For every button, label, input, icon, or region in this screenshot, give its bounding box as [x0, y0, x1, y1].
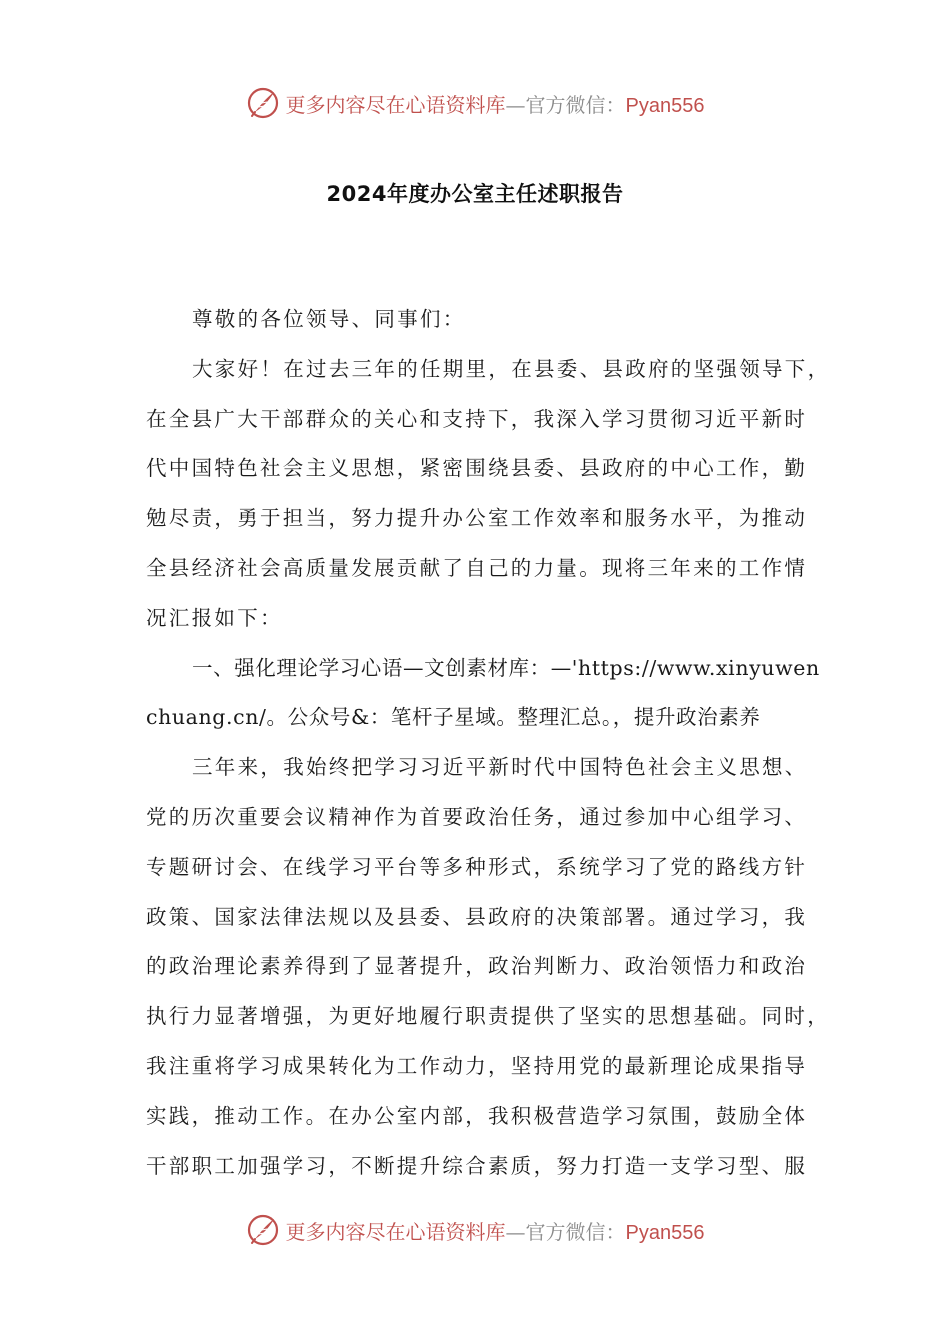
body-line: 况汇报如下：	[146, 605, 283, 630]
watermark-text-grey: —官方微信：	[505, 1219, 626, 1244]
watermark-header	[0, 83, 950, 123]
body-line: 三年来，我始终把学习习近平新时代中国特色社会主义思想、	[192, 755, 808, 780]
body-line: 党的历次重要会议精神作为首要政治任务，通过参加中心组学习、	[146, 804, 808, 829]
feather-quill-logo-icon	[246, 86, 280, 120]
body-line: 执行力显著增强，为更好地履行职责提供了坚实的思想基础。同时，	[146, 1004, 830, 1029]
body-line: 政策、国家法律法规以及县委、县政府的决策部署。通过学习，我	[146, 904, 808, 929]
watermark-text-red: 更多内容尽在心语资料库	[285, 1219, 506, 1244]
watermark-text-grey: —官方微信：	[505, 92, 626, 117]
body-line: 全县经济社会高质量发展贡献了自己的力量。现将三年来的工作情	[146, 555, 808, 580]
body-line: 专题研讨会、在线学习平台等多种形式，系统学习了党的路线方针	[146, 854, 808, 879]
body-line: 代中国特色社会主义思想，紧密围绕县委、县政府的中心工作，勤	[146, 456, 808, 481]
watermark-text	[286, 89, 705, 118]
body-line: 实践，推动工作。在办公室内部，我积极营造学习氛围，鼓励全体	[146, 1103, 808, 1128]
watermark-text-red: 更多内容尽在心语资料库	[285, 92, 506, 117]
body-line: chuang.cn/。公众号&：笔杆子星域。整理汇总。，提升政治素养	[146, 705, 761, 730]
body-line: 一、强化理论学习心语—文创素材库：—'https://www.xinyuwen	[192, 655, 820, 680]
body-line: 勉尽责，勇于担当，努力提升办公室工作效率和服务水平，为推动	[146, 506, 808, 531]
body-line: 尊敬的各位领导、同事们：	[192, 307, 466, 331]
watermark-footer	[0, 1210, 950, 1250]
body-line: 在全县广大干部群众的关心和支持下，我深入学习贯彻习近平新时	[146, 406, 808, 431]
body-line: 干部职工加强学习，不断提升综合素质，努力打造一支学习型、服	[146, 1153, 808, 1178]
watermark-wechat-id: Pyan556	[625, 1221, 705, 1244]
watermark-wechat-id: Pyan556	[625, 94, 705, 117]
document-body	[146, 297, 831, 1193]
watermark-text	[286, 1216, 705, 1245]
body-line: 大家好！在过去三年的任期里，在县委、县政府的坚强领导下，	[192, 356, 831, 381]
document-title: 2024年度办公室主任述职报告	[326, 182, 624, 206]
feather-quill-logo-icon	[246, 1213, 280, 1247]
body-line: 的政治理论素养得到了显著提升，政治判断力、政治领悟力和政治	[146, 954, 808, 979]
body-line: 我注重将学习成果转化为工作动力，坚持用党的最新理论成果指导	[146, 1053, 808, 1078]
